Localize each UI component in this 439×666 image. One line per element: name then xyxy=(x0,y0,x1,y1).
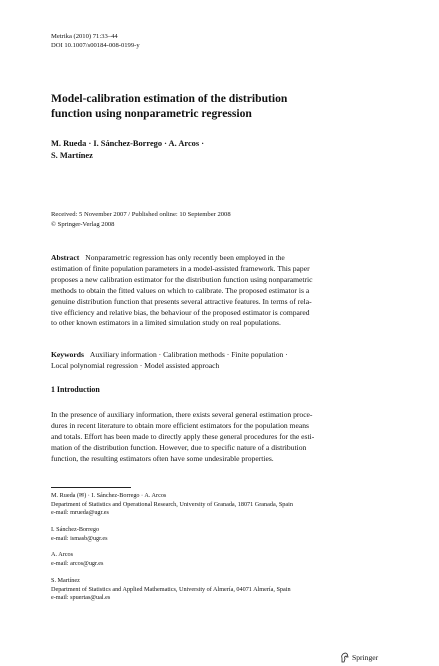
publisher-name: Springer xyxy=(352,653,379,662)
affiliation-block: A. Arcos e-mail: arcos@ugr.es xyxy=(51,551,391,568)
received-date: Received: 5 November 2007 / Published online: 10 September 2008 xyxy=(51,211,231,218)
keywords-label: Keywords xyxy=(51,350,84,359)
journal-header xyxy=(51,32,140,50)
email: e-mail: spuertas@ual.es xyxy=(51,594,111,602)
springer-horse-icon xyxy=(340,652,349,663)
publication-dates xyxy=(51,210,231,229)
introduction-paragraph: In the presence of auxiliary information, there exists several general estimation proce- dures in recent literature to obtain more efficient estimators for the population means and totals. Effort has been made to directly apply these general procedures for the esti- mation of the distribution function. However, due to specific nature of a distribution function, the resulting estimators often have some undesirable properties. xyxy=(51,410,315,464)
abstract: Abstract Nonparametric regression has only recently been employed in the estimation of finite population parameters in a model-assisted framework. This paper proposes a new calibration estimator for the distribution function using nonparametric methods to obtain the fitted values on which to calibrate. The proposed estimator is a genuine distribution function that presents several attractive features. In terms of rela- tive efficiency and relative bias, the behaviour of the proposed estimator is compared to other known estimators in a limited simulation study on real populations. xyxy=(51,253,313,328)
author-list: M. Rueda · I. Sánchez-Borrego · A. Arcos · S. Martínez xyxy=(51,139,204,160)
email: e-mail: ismasb@ugr.es xyxy=(51,534,108,542)
affiliation-block: M. Rueda (✉) · I. Sánchez-Borrego · A. Arcos Department of Statistics and Operational Research, University of Granada, 18071 Granada, Spain e-mail: mrueda@ugr.es xyxy=(51,492,391,518)
affiliation-block: S. Martínez Department of Statistics and Applied Mathematics, University of Almería, 04071 Almería, Spain e-mail: spuertas@ual.es xyxy=(51,577,391,603)
copyright: © Springer-Verlag 2008 xyxy=(51,220,115,228)
abstract-label: Abstract xyxy=(51,253,80,262)
publisher-mark xyxy=(340,652,378,663)
email: e-mail: arcos@ugr.es xyxy=(51,559,104,567)
email: e-mail: mrueda@ugr.es xyxy=(51,509,109,517)
section-heading: 1 Introduction xyxy=(51,385,100,394)
keywords: Keywords Auxiliary information · Calibration methods · Finite population · Local polynomial regression · Model assisted approach xyxy=(51,350,288,370)
affiliation-block: I. Sánchez-Borrego e-mail: ismasb@ugr.es xyxy=(51,526,391,543)
article-title: Model-calibration estimation of the distribution function using nonparametric regression xyxy=(51,92,288,120)
journal-citation: Metrika (2010) 71:33–44 xyxy=(51,33,118,40)
footnote-divider xyxy=(51,487,131,488)
doi: DOI 10.1007/s00184-008-0199-y xyxy=(51,42,140,49)
